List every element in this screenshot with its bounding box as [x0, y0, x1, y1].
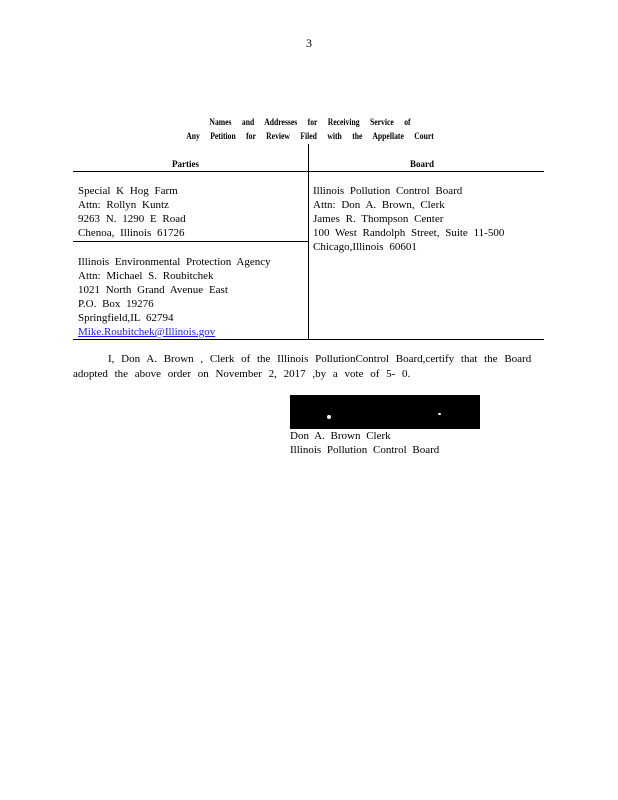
party-po-box: P.O. Box 19276 [78, 298, 154, 310]
signer-name: Don A. Brown Clerk [290, 430, 391, 442]
party-attn: Attn: Michael S. Roubitchek [78, 270, 214, 282]
party-street: 9263 N. 1290 E Road [78, 213, 186, 225]
party-address-block [78, 255, 271, 339]
caption-line-1: Names and Addresses for Receiving Service of [209, 117, 411, 127]
caption-line-2: Any Petition for Review Filed with the Appellate Court [186, 131, 434, 141]
certification-line-1: I, Don A. Brown , Clerk of the Illinois PollutionControl Board,certify that the Board [108, 353, 532, 365]
parties-column-header: Parties [172, 159, 199, 169]
party-address-block [78, 184, 186, 240]
board-building: James R. Thompson Center [313, 213, 444, 225]
party-email-link[interactable]: Mike.Roubitchek@Illinois.gov [78, 326, 216, 338]
party-city: Chenoa, Illinois 61726 [78, 227, 185, 239]
board-city: Chicago,Illinois 60601 [313, 241, 417, 253]
board-name: Illinois Pollution Control Board [313, 185, 463, 197]
page-number: 3 [306, 36, 312, 50]
board-street: 100 West Randolph Street, Suite 11-500 [313, 227, 505, 239]
party-city: Springfield,IL 62794 [78, 312, 174, 324]
redacted-signature [290, 395, 480, 429]
board-column-header: Board [410, 159, 435, 169]
table-bottom-rule [73, 339, 544, 340]
party-name: Special K Hog Farm [78, 185, 178, 197]
table-column-divider [308, 144, 309, 340]
board-address-block [313, 184, 504, 254]
party-street: 1021 North Grand Avenue East [78, 284, 228, 296]
board-attn: Attn: Don A. Brown, Clerk [313, 199, 445, 211]
signer-organization: Illinois Pollution Control Board [290, 444, 440, 456]
parties-row-divider [73, 241, 308, 242]
certification-line-2: adopted the above order on November 2, 2017 ,by a vote of 5- 0. [73, 368, 411, 380]
party-attn: Attn: Rollyn Kuntz [78, 199, 169, 211]
signature-block [290, 429, 439, 457]
party-name: Illinois Environmental Protection Agency [78, 256, 271, 268]
